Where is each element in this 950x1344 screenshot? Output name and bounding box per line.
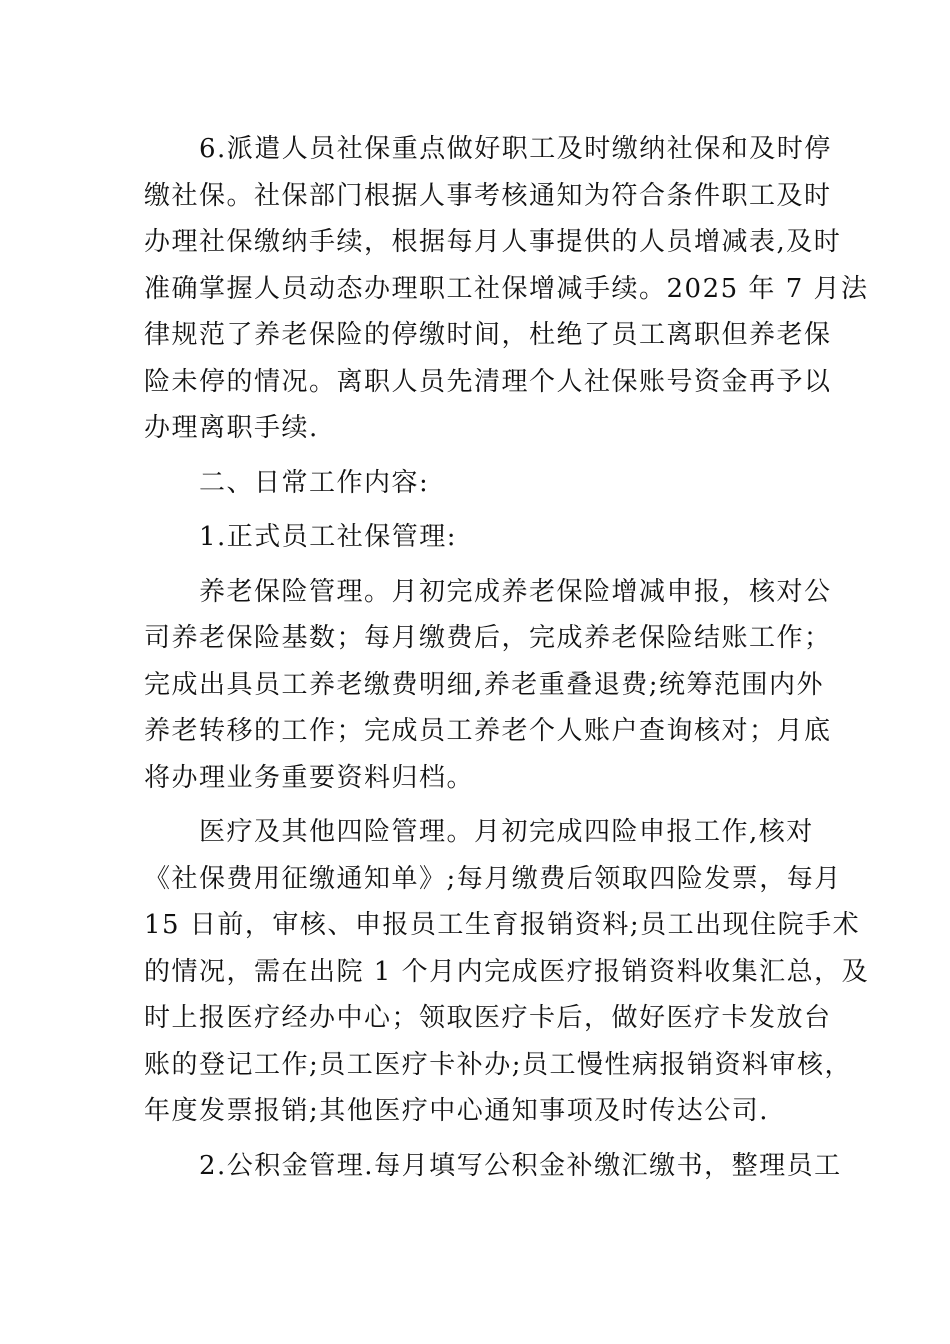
paragraph-pension-management: [144, 569, 832, 802]
section-heading: 二、日常工作内容:: [144, 467, 430, 498]
heading-formal-staff-insurance: [144, 514, 812, 561]
text-line: 年度发票报销;其他医疗中心通知事项及时传达公司.: [144, 1096, 770, 1126]
paragraph-dispatch-social-insurance: [144, 126, 869, 452]
document-body: [144, 126, 870, 1189]
text-line: 办理社保缴纳手续，根据每月人事提供的人员增减表,及时: [144, 227, 842, 257]
subsection-heading: 1.正式员工社保管理:: [144, 522, 458, 552]
text-line: 2.公积金管理.每月填写公积金补缴汇缴书，整理员工: [144, 1150, 842, 1181]
text-line: 的情况，需在出院 1 个月内完成医疗报销资料收集汇总，及: [144, 956, 870, 987]
text-line: 司养老保险基数；每月缴费后，完成养老保险结账工作；: [144, 623, 832, 653]
heading-daily-work: [144, 460, 812, 507]
paragraph-medical-management: [144, 809, 870, 1135]
text-line: 将办理业务重要资料归档。: [144, 762, 475, 793]
text-line: 养老转移的工作；完成员工养老个人账户查询核对；月底: [144, 716, 832, 746]
paragraph-housing-fund: [144, 1143, 842, 1190]
text-line: 缴社保。社保部门根据人事考核通知为符合条件职工及时: [144, 180, 832, 211]
text-line: 时上报医疗经办中心；领取医疗卡后，做好医疗卡发放台: [144, 1003, 832, 1033]
text-line: 律规范了养老保险的停缴时间，杜绝了员工离职但养老保: [144, 320, 832, 350]
text-line: 准确掌握人员动态办理职工社保增减手续。2025 年 7 月法: [144, 273, 869, 304]
text-line: 《社保费用征缴通知单》;每月缴费后领取四险发票，每月: [144, 863, 842, 894]
text-line: 6.派遣人员社保重点做好职工及时缴纳社保和及时停: [144, 134, 832, 164]
text-line: 险未停的情况。离职人员先清理个人社保账号资金再予以: [144, 366, 832, 397]
text-line: 养老保险管理。月初完成养老保险增减申报，核对公: [144, 576, 832, 607]
text-line: 账的登记工作;员工医疗卡补办;员工慢性病报销资料审核，: [144, 1049, 853, 1080]
text-line: 15 日前，审核、申报员工生育报销资料;员工出现住院手术: [144, 910, 861, 940]
text-line: 完成出具员工养老缴费明细,养老重叠退费;统筹范围内外: [144, 669, 825, 700]
text-line: 办理离职手续.: [144, 413, 319, 443]
text-line: 医疗及其他四险管理。月初完成四险申报工作,核对: [144, 817, 814, 847]
